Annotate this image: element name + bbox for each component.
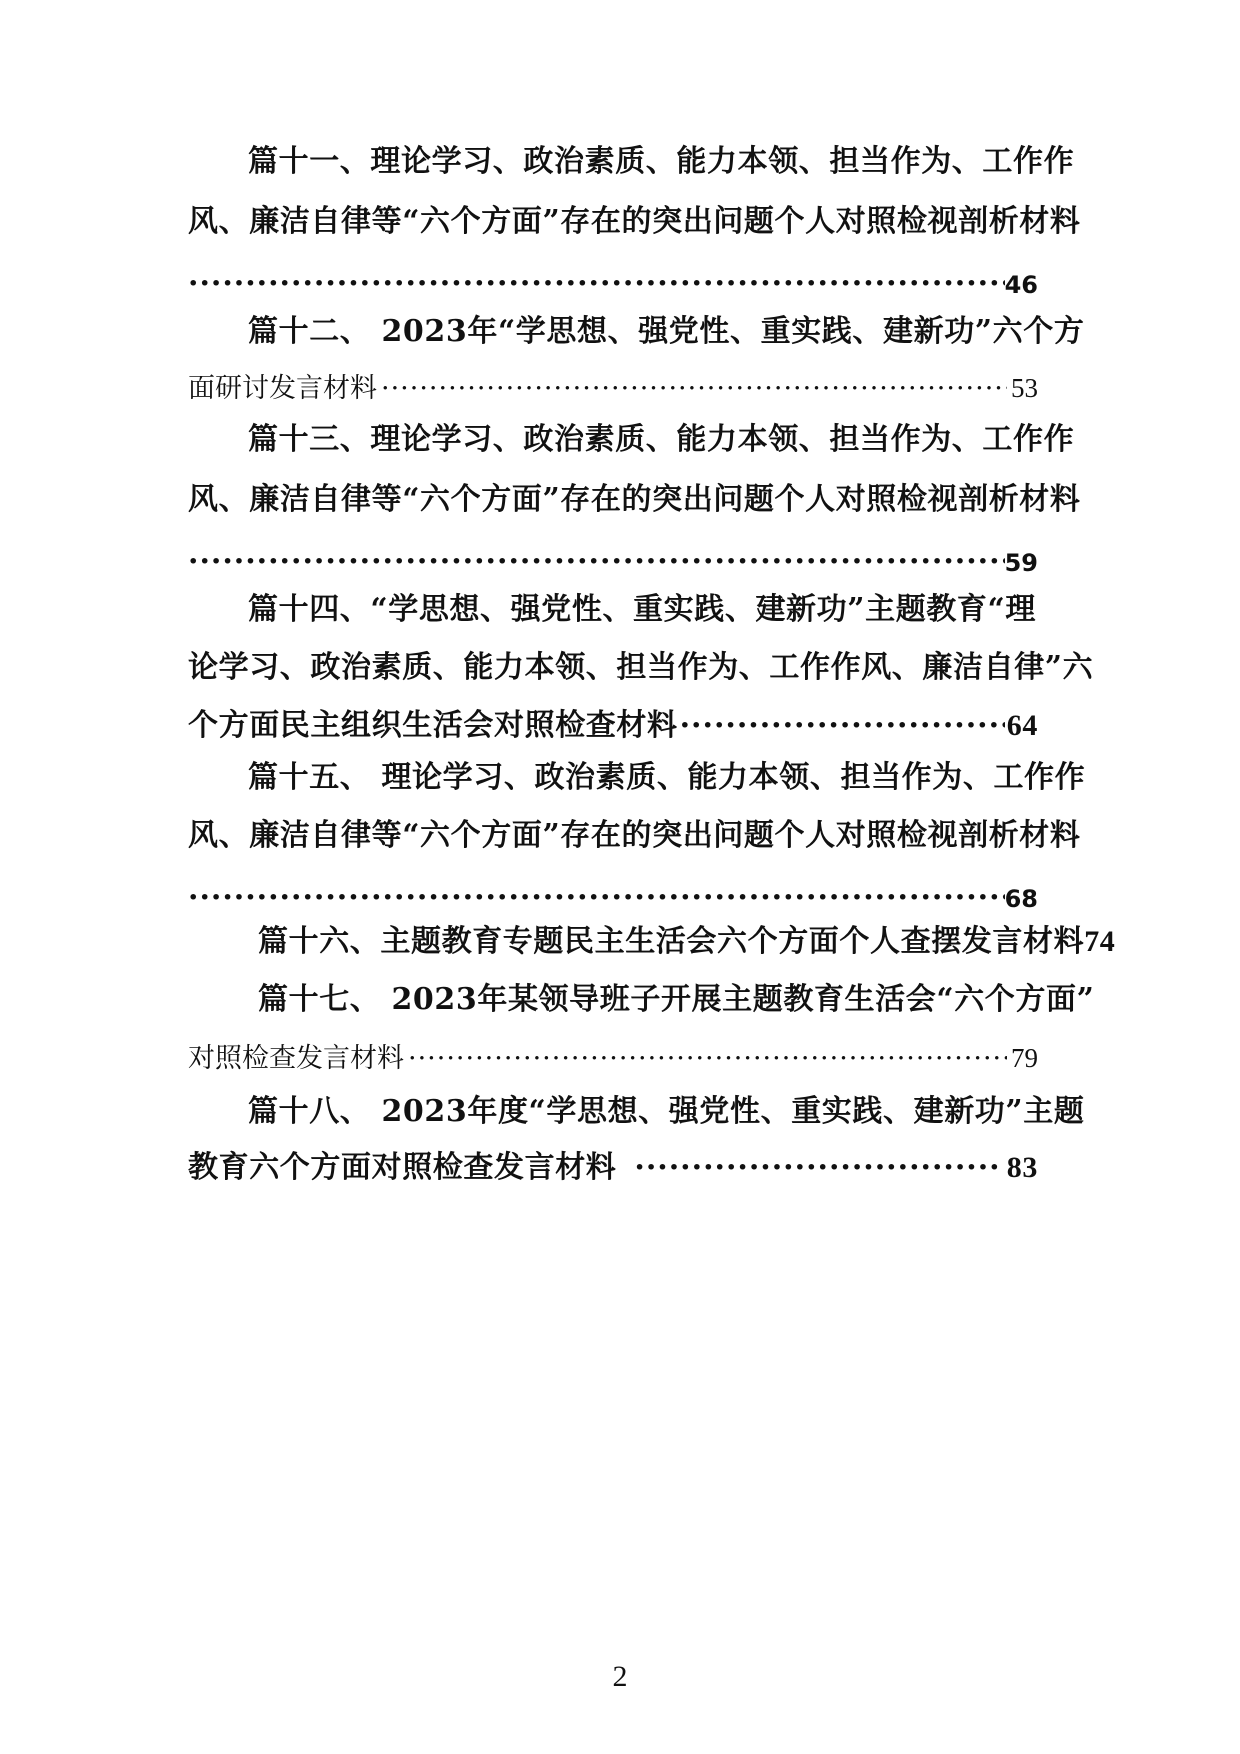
toc-entry-15-line-2[interactable]: 风、廉洁自律等“六个方面”存在的突出问题个人对照检视剖析材料 (188, 818, 1081, 853)
toc-entry-15-page: 68 (1004, 885, 1038, 913)
toc-entry-11-page: 46 (1004, 271, 1038, 299)
toc-entry-13-line-1[interactable]: 篇十三、理论学习、政治素质、能力本领、担当作为、工作作 (248, 422, 1075, 457)
toc-entry-14-line-1[interactable]: 篇十四、“学思想、强党性、重实践、建新功”主题教育“理 (248, 592, 1036, 627)
toc-entry-18-line-2[interactable] (188, 1146, 1038, 1190)
page-number: 2 (612, 1660, 628, 1693)
toc-entry-14-line-3[interactable] (188, 704, 1038, 748)
toc-entry-14-page: 64 (1006, 709, 1038, 742)
dot-leader (680, 704, 1005, 748)
toc-entry-11-leader[interactable] (188, 262, 1038, 306)
toc-entry-17-line-2[interactable] (188, 1036, 1038, 1080)
dot-leader (381, 367, 1007, 411)
toc-entry-12-text: 面研讨发言材料 (188, 373, 377, 404)
toc-entry-17-line-1[interactable]: 篇十七、 2023年某领导班子开展主题教育生活会“六个方面” (258, 982, 1095, 1017)
toc-entry-12-page: 53 (1011, 373, 1038, 403)
toc-entry-13-page: 59 (1004, 549, 1038, 577)
toc-entry-12-line-2[interactable] (188, 366, 1038, 410)
dot-leader (408, 1037, 1007, 1081)
toc-entry-17-page: 79 (1011, 1043, 1038, 1073)
toc-entry-18-page: 83 (1006, 1151, 1038, 1184)
dot-leader (188, 540, 1005, 584)
toc-entry-17-text: 对照检查发言材料 (188, 1043, 404, 1074)
toc-entry-16[interactable] (258, 920, 1116, 964)
toc-entry-14-text: 个方面民主组织生活会对照检查材料 (188, 708, 678, 743)
toc-entry-14-line-2[interactable]: 论学习、政治素质、能力本领、担当作为、工作作风、廉洁自律”六 (188, 650, 1094, 685)
toc-entry-16-text: 篇十六、主题教育专题民主生活会六个方面个人查摆发言材料 (258, 924, 1085, 959)
dot-leader (188, 262, 1005, 306)
toc-entry-15-leader[interactable] (188, 876, 1038, 920)
toc-entry-11-line-1[interactable]: 篇十一、理论学习、政治素质、能力本领、担当作为、工作作 (248, 144, 1075, 179)
toc-entry-18-text: 教育六个方面对照检查发言材料 (188, 1150, 617, 1185)
toc-entry-13-leader[interactable] (188, 540, 1038, 584)
dot-leader (188, 876, 1005, 920)
toc-entry-12-line-1[interactable]: 篇十二、 2023年“学思想、强党性、重实践、建新功”六个方 (248, 314, 1085, 349)
toc-entry-16-page: 74 (1084, 925, 1116, 958)
toc-entry-18-line-1[interactable]: 篇十八、 2023年度“学思想、强党性、重实践、建新功”主题 (248, 1094, 1085, 1129)
toc-entry-15-line-1[interactable]: 篇十五、 理论学习、政治素质、能力本领、担当作为、工作作 (248, 760, 1086, 795)
toc-entry-13-line-2[interactable]: 风、廉洁自律等“六个方面”存在的突出问题个人对照检视剖析材料 (188, 482, 1081, 517)
toc-entry-11-line-2[interactable]: 风、廉洁自律等“六个方面”存在的突出问题个人对照检视剖析材料 (188, 204, 1081, 239)
dot-leader (634, 1146, 1002, 1190)
